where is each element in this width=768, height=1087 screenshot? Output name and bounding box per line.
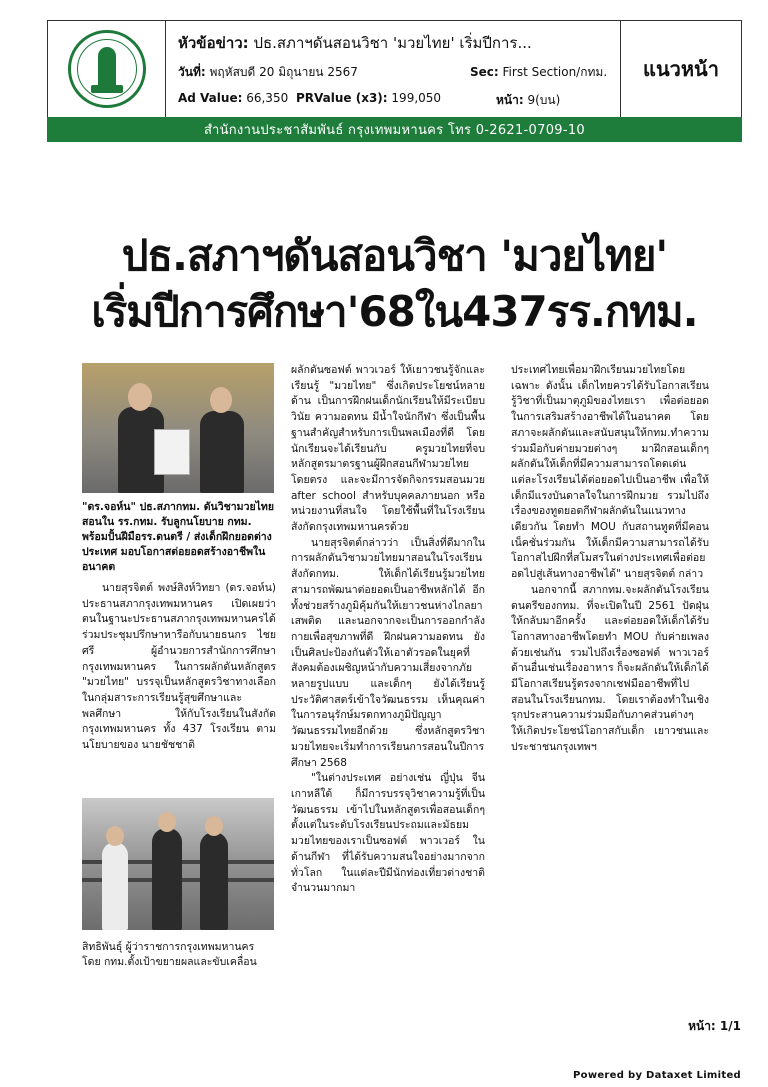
article-photo-2 — [82, 798, 274, 930]
col3-paragraph-1: ประเทศไทยเพื่อมาฝึกเรียนมวยไทยโดยเฉพาะ ดังนั้น เด็กไทยควรได้รับโอกาสเรียนรู้วิชาที่เป็นมาตุภูมิของไทยเรา เพื่อต่อยอดในการเสริมสร้างอาชีพได้ในอนาคต โดยสภาจะผลักดันและสนับสนุนให้กทม.ทำความร่วมมือกับค่ายมวยต่างๆ มาฝึกสอนเด็กๆ ผลักดันให้เด็กที่มีความสามารถโดดเด่นแต่ละโรงเรียนได้ต่อยอดไปเป็นอาชีพ เพื่อให้เด็กมีแรงบันดาลใจในการฝึกมวย รวมไปถึงเรื่องของทูตยอดกีฬาผลักดันในแนวทางเดียวกัน โดยทำ MOU กับสถานทูตที่มีคอนเน็คชั่นร่วมกัน ให้เด็กมีความสามารถได้รับโอกาสไปฝึกที่สโมสรในต่างประเทศเพื่อต่อยอดไปสู่เส้นทางอาชีพได้" นายสุรจิตต์ กล่าว — [511, 364, 709, 581]
date-label: วันที่: — [178, 65, 206, 79]
ad-label: Ad Value: — [178, 91, 243, 105]
office-bar — [47, 117, 742, 142]
page-counter: หน้า: 1/1 — [688, 1019, 741, 1033]
photo-2-caption: สิทธิพันธุ์ ผู้ว่าราชการกรุงเทพมหานคร โดย กทม.ตั้งเป้าขยายผลและขับเคลื่อน — [82, 941, 257, 968]
page-value: 9(บน) — [527, 93, 561, 107]
column-1 — [82, 581, 276, 754]
powered-by: Powered by Dataxet Limited — [573, 1070, 741, 1081]
col2-paragraph-3: "ในต่างประเทศ อย่างเช่น ญี่ปุ่น จีน เกาหลีใต้ ก็มีการบรรจุวิชาความรู้ที่เป็นวัฒนธรรม เข้าไปในหลักสูตรเพื่อสอนเด็กๆ ตั้งแต่ในระดับโรงเรียนประถมและมัธยม มวยไทยของเราเป็นซอฟต์ พาวเวอร์ ในด้านกีฬา ที่ได้รับความสนใจอย่างมากจากทั่วโลก ในแต่ละปีมีนักท่องเที่ยวต่างชาติจำนวนมากมา — [291, 772, 485, 895]
category-label: แนวหน้า — [643, 57, 719, 81]
category-box — [620, 21, 741, 117]
section-row — [470, 63, 607, 82]
pr-label: PRValue (x3): — [296, 91, 388, 105]
logo-box — [48, 21, 166, 117]
headline-label: หัวข้อข่าว: — [178, 34, 249, 52]
page-row — [496, 91, 560, 110]
pr-row — [296, 91, 441, 105]
col2-paragraph-2: นายสุรจิตต์กล่าวว่า เป็นสิ่งที่ดีมากในการผลักดันวิชามวยไทยมาสอนในโรงเรียนสังกัดกทม. ให้เด็กได้เรียนรู้มวยไทย สามารถพัฒนาต่อยอดเป็นอาชีพหลักได้ อีกทั้งช่วยสร้างภูมิคุ้มกันให้เยาวชนห่างไกลยาเสพติด และนอกจากจะเป็นการออกกำลังกายเพื่อสุขภาพที่ดี ฝึกฝนความอดทน ยังเป็นศิลปะป้องกันตัวให้เอาตัวรอดในยุคที่สังคมต้องเผชิญหน้ากับความเสี่ยงจากภัยหลายรูปแบบ และเด็กๆ ยังได้เรียนรู้ประวัติศาสตร์เข้าใจวัฒนธรรม เห็นคุณค่าในการอนุรักษ์มรดกทางภูมิปัญญาวัฒนธรรมไทยอีกด้วย ซึ่งหลักสูตรวิชามวยไทยจะเริ่มทำการเรียนการสอนในปีการศึกษา 2568 — [291, 536, 485, 769]
headline-value: ปธ.สภาฯดันสอนวิชา 'มวยไทย' เริ่มปีการ... — [253, 34, 532, 52]
photo-1-caption: "ดร.จอห์น" ปธ.สภากทม. ดันวิชามวยไทยสอนใน รร.กทม. รับลูกนโยบาย กทม. พร้อมปั้นฝีมือรร.ดนตรี / ส่งเด็กฝึกยอดต่างประเทศ มอบโอกาสต่อยอดสร้างอาชีพในอนาคต — [82, 501, 274, 573]
sec-label: Sec: — [470, 65, 499, 79]
title-line-2: เริ่มปีการศึกษา'68ใน437รร.กทม. — [91, 287, 698, 336]
date-row — [178, 63, 358, 82]
column-3 — [511, 363, 709, 756]
col3-paragraph-2: นอกจากนี้ สภากทม.จะผลักดันโรงเรียนดนตรีของกทม. ที่จะเปิดในปี 2561 ปัดฝุ่นให้กลับมาอีกครั้ง และต่อยอดให้เด็กได้รับโอกาสทางอาชีพโดยทำ MOU กับค่ายเพลงด้วยเช่นกัน รวมไปถึงเรื่องซอฟต์ พาวเวอร์ ด้านอื่นเช่นเรื่องอาหาร ก็จะผลักดันให้เด็กได้มีโอกาสเรียนรู้ตรงจากเชฟมืออาชีพที่ไปสอนในโรงเรียนกทม. โดยเราต้องทำในเชิงรุกประสานความร่วมมือกับภาคส่วนต่างๆ ให้เกิดประโยชน์โอกาสกับเด็ก เยาวชนและประชาชนกรุงเทพฯ — [511, 583, 709, 753]
col2-paragraph-1: ผลักดันซอฟต์ พาวเวอร์ ให้เยาวชนรู้จักและเรียนรู้ "มวยไทย" ซึ่งเกิดประโยชน์หลายด้าน เป็นการฝึกฝนเด็กนักเรียนให้มีระเบียบวินัย ความอดทน มีน้ำใจนักกีฬา ซึ่งเป็นพื้นฐานสำคัญสำหรับการเป็นพลเมืองที่ดี โดยนักเรียนจะได้เรียนกับ ครูมวยไทยที่จบหลักสูตรมาตรฐานผู้ฝึกสอนกีฬามวยไทยโดยตรง และจะมีการจัดกิจกรรมสอนมวย after school สำหรับบุคคลภายนอก หรือหน่วยงานที่สนใจ โดยใช้พื้นที่ในโรงเรียนสังกัดกรุงเทพมหานครด้วย — [291, 364, 485, 534]
col1-paragraph-1: นายสุรจิตต์ พงษ์สิงห์วิทยา (ดร.จอห์น) ประธานสภากรุงเทพมหานคร เปิดเผยว่า ตนในฐานะประธานสภากรุงเทพมหานครได้ร่วมประชุมปรึกษาหารือกับนายธนกร ไชยศรี ผู้อำนวยการสำนักการศึกษา กรุงเทพมหานคร ในการผลักดันหลักสูตร "มวยไทย" บรรจุเป็นหลักสูตรวิชาทางเลือกในกลุ่มสาระการเรียนรู้สุขศึกษาและพลศึกษา ให้กับโรงเรียนในสังกัดกรุงเทพมหานคร ทั้ง 437 โรงเรียน ตามนโยบายของ นายชัชชาติ — [82, 582, 276, 752]
pr-value: 199,050 — [391, 91, 442, 105]
headline-row — [178, 31, 532, 55]
title-line-1: ปธ.สภาฯดันสอนวิชา 'มวยไทย' — [121, 231, 668, 280]
bangkok-seal-logo-icon — [68, 30, 146, 108]
article-photo-1 — [82, 363, 274, 493]
clipping-header — [47, 20, 742, 117]
page-label: หน้า: — [496, 93, 524, 107]
office-bar-text: สำนักงานประชาสัมพันธ์ กรุงเทพมหานคร โทร 0-2621-0709-10 — [204, 123, 585, 138]
column-2 — [291, 363, 485, 897]
ad-row — [178, 91, 288, 105]
sec-value: First Section/กทม. — [502, 65, 608, 79]
date-value: พฤหัสบดี 20 มิถุนายน 2567 — [209, 65, 358, 79]
article-title — [47, 228, 742, 340]
ad-value: 66,350 — [246, 91, 289, 105]
